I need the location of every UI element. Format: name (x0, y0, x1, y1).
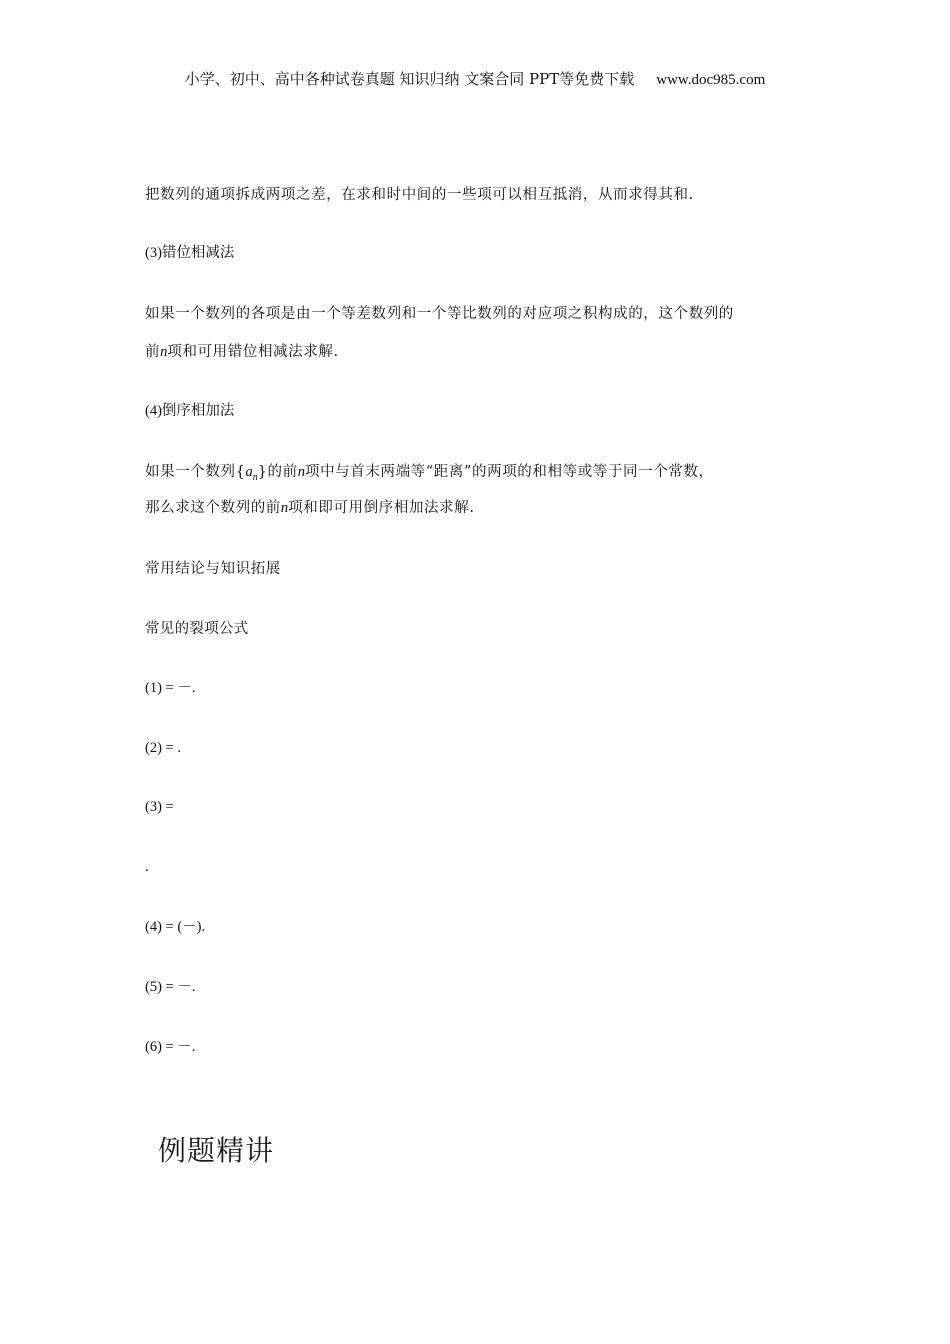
section-title-examples: 例题精讲 (158, 1134, 275, 1167)
header-site: www.doc985.com (656, 72, 766, 88)
subscript-n: n (252, 471, 258, 483)
page-header (0, 68, 950, 91)
formula-4: (4) = (－). (145, 919, 206, 935)
variable-n: n (280, 500, 289, 516)
method-3-paragraph-line-2 (145, 341, 339, 363)
text-segment: }的前 (257, 464, 298, 480)
text-segment: 如果一个数列{ (145, 464, 246, 480)
variable-n: n (160, 344, 168, 360)
text-segment: 项和即可用倒序相加法求解. (288, 500, 475, 516)
method-4-paragraph-line-2 (145, 497, 475, 519)
text-segment: 前 (145, 344, 161, 360)
method-3-paragraph-line-1: 如果一个数列的各项是由一个等差数列和一个等比数列的对应项之积构成的，这个数列的 (145, 306, 734, 322)
method-4-paragraph-line-1 (145, 461, 714, 483)
header-text: 小学、初中、高中各种试卷真题 知识归纳 文案合同 PPT等免费下载 (184, 70, 635, 88)
heading-method-4: (4)倒序相加法 (145, 403, 235, 419)
variable-a: a (245, 464, 253, 480)
formula-5: (5) = －. (145, 979, 196, 995)
formula-2: (2) = . (145, 740, 181, 756)
formula-6: (6) = －. (145, 1039, 196, 1055)
variable-n: n (297, 464, 305, 480)
heading-method-3: (3)错位相减法 (145, 245, 235, 261)
text-segment: 那么求这个数列的前 (145, 500, 281, 516)
common-conclusions-title: 常用结论与知识拓展 (145, 561, 281, 577)
split-formula-title: 常见的裂项公式 (145, 621, 249, 637)
text-segment: 项和可用错位相减法求解. (167, 344, 339, 360)
formula-3-continuation: . (145, 859, 149, 875)
formula-3: (3) = (145, 799, 174, 815)
text-segment: 项中与首末两端等“距离”的两项的和相等或等于同一个常数， (304, 464, 714, 480)
formula-1: (1) = －. (145, 680, 196, 696)
split-term-paragraph: 把数列的通项拆成两项之差，在求和时中间的一些项可以相互抵消，从而求得其和. (145, 187, 694, 203)
